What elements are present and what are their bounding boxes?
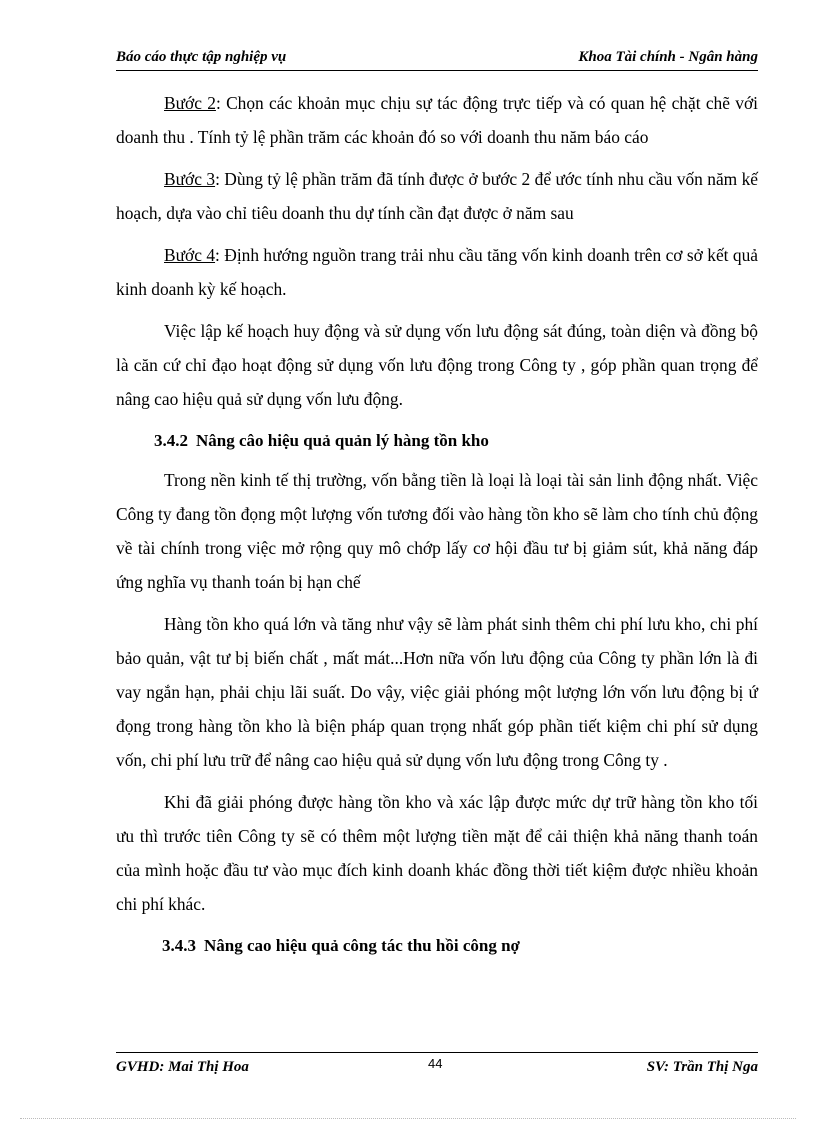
section-heading-3-4-3 — [116, 929, 758, 963]
section-heading-3-4-2 — [116, 424, 758, 458]
step-3-paragraph — [116, 162, 758, 230]
header-report-title: Báo cáo thực tập nghiệp vụ — [116, 49, 287, 65]
body-paragraph: Khi đã giải phóng được hàng tồn kho và xác lập được mức dự trữ hàng tồn kho tối ưu thì trước tiên Công ty sẽ có thêm một lượng tiền mặt để cải thiện khả năng thanh toán của mình hoặc đầu tư vào mục đích kinh doanh khác đồng thời tiết kiệm được nhiều khoản chi phí khác. — [116, 792, 758, 914]
step-2-paragraph — [116, 86, 758, 154]
page-footer — [116, 1052, 758, 1079]
step-2-label: Bước 2 — [164, 93, 216, 113]
page-bottom-edge — [20, 1118, 796, 1119]
step-4-paragraph — [116, 238, 758, 306]
section-number: 3.4.3 — [162, 936, 196, 955]
body-paragraph: Hàng tồn kho quá lớn và tăng như vậy sẽ làm phát sinh thêm chi phí lưu kho, chi phí bảo quản, vật tư bị biến chất , mất mát...Hơn nữa vốn lưu động của Công ty phần lớn là đi vay ngắn hạn, phải chịu lãi suất. Do vậy, việc giải phóng một lượng lớn vốn lưu động bị ứ đọng trong hàng tồn kho là biện pháp quan trọng nhất góp phần tiết kiệm chi phí sử dụng vốn, chi phí lưu trữ để nâng cao hiệu quả sử dụng vốn lưu động trong Công ty . — [116, 614, 758, 770]
step-3-label: Bước 3 — [164, 169, 216, 189]
step-4-text: : Định hướng nguồn trang trải nhu cầu tăng vốn kinh doanh trên cơ sở kết quả kinh doanh kỳ kế hoạch. — [116, 245, 758, 299]
step-2-text: : Chọn các khoản mục chịu sự tác động trực tiếp và có quan hệ chặt chẽ với doanh thu . Tính tỷ lệ phần trăm các khoản đó so với doanh thu năm báo cáo — [116, 93, 758, 147]
section-number: 3.4.2 — [154, 431, 188, 450]
section-title: Nâng câo hiệu quả quản lý hàng tồn kho — [196, 431, 489, 450]
section-title: Nâng cao hiệu quả công tác thu hồi công nợ — [204, 936, 520, 955]
page-number: 44 — [428, 1056, 443, 1071]
footer-supervisor: GVHD: Mai Thị Hoa — [116, 1059, 249, 1075]
header-faculty: Khoa Tài chính - Ngân hàng — [578, 49, 758, 65]
page-header — [116, 46, 758, 71]
footer-student: SV: Trần Thị Nga — [646, 1059, 758, 1075]
summary-paragraph: Việc lập kế hoạch huy động và sử dụng vốn lưu động sát đúng, toàn diện và đồng bộ là căn cứ chỉ đạo hoạt động sử dụng vốn lưu động trong Công ty , góp phần quan trọng để nâng cao hiệu quả sử dụng vốn lưu động. — [116, 321, 758, 409]
page-content — [116, 86, 758, 968]
step-4-label: Bước 4 — [164, 245, 216, 265]
step-3-text: : Dùng tỷ lệ phần trăm đã tính được ở bước 2 để ước tính nhu cầu vốn năm kế hoạch, dựa vào chỉ tiêu doanh thu dự tính cần đạt được ở năm sau — [116, 169, 759, 223]
body-paragraph: Trong nền kinh tế thị trường, vốn bằng tiền là loại là loại tài sản linh động nhất. Việc Công ty đang tồn đọng một lượng vốn tương đối vào hàng tồn kho sẽ làm cho tính chủ động về tài chính trong việc mở rộng quy mô chớp lấy cơ hội đầu tư bị giảm sút, khả năng đáp ứng nghĩa vụ thanh toán bị hạn chế — [116, 470, 758, 592]
